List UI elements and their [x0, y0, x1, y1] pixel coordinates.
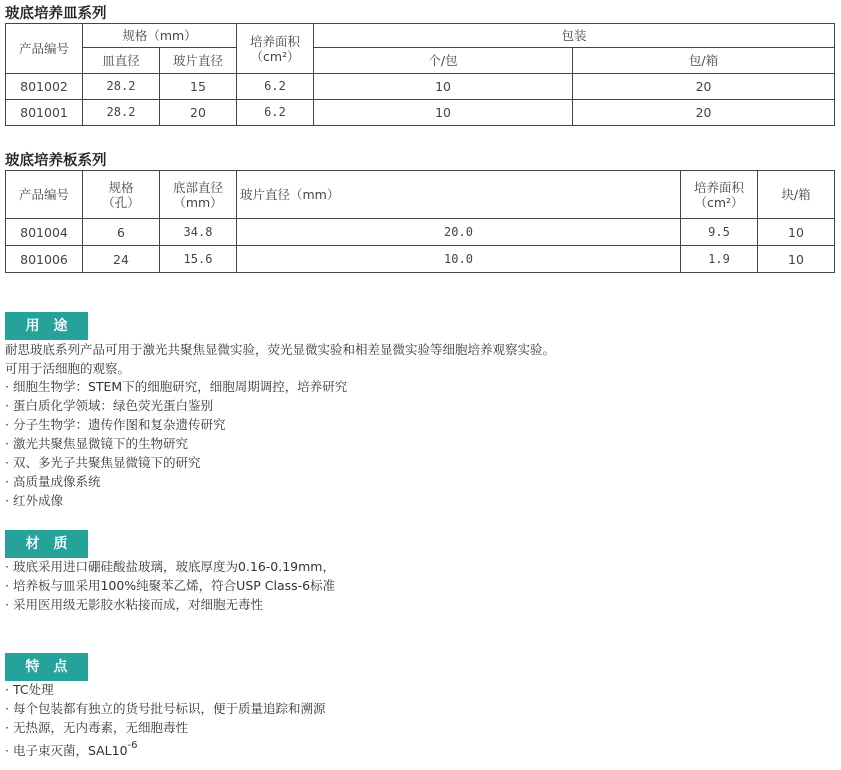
dish-header-area-label: 培养面积: [250, 33, 301, 49]
plate-header-area-label: 培养面积: [693, 179, 744, 195]
dish-header-dish-diameter: 皿直径: [83, 48, 160, 74]
material-line: · 培养板与皿采用100%纯聚苯乙烯，符合USP Class-6标准: [5, 578, 336, 593]
features-line-sterilization: [5, 742, 138, 760]
cell-glass-diameter: 10.0: [237, 246, 681, 273]
plate-header-glass: 玻片直径（mm）: [237, 171, 681, 219]
cell-per-pack: 10: [314, 74, 573, 100]
material-line: · 采用医用级无影胶水粘接而成，对细胞无毒性: [5, 597, 263, 612]
features-line: · TC处理: [5, 682, 54, 697]
table-row: [6, 219, 835, 246]
cell-per-box: 10: [758, 219, 835, 246]
cell-per-box: 20: [573, 100, 835, 126]
dish-spec-table: [5, 23, 835, 126]
plate-header-bottom-label: 底部直径: [172, 179, 223, 195]
usage-line: · 红外成像: [5, 493, 63, 508]
usage-line: · 蛋白质化学领域：绿色荧光蛋白鉴别: [5, 398, 213, 413]
plate-header-box: 块/箱: [758, 171, 835, 219]
cell-code: 801004: [6, 219, 83, 246]
dish-header-area-unit: （cm²）: [250, 48, 300, 64]
cell-glass-diameter: 20: [160, 100, 237, 126]
dish-header-per-pack: 个/包: [314, 48, 573, 74]
usage-line: · 细胞生物学：STEM下的细胞研究，细胞周期调控，培养研究: [5, 379, 348, 394]
plate-header-bottom-unit: （mm）: [173, 194, 223, 210]
cell-dish-diameter: 28.2: [83, 100, 160, 126]
usage-line: · 高质量成像系统: [5, 474, 101, 489]
table-row: [6, 74, 835, 100]
dish-header-code: 产品编号: [6, 24, 83, 74]
cell-spec: 24: [83, 246, 160, 273]
features-line: · 无热源，无内毒素，无细胞毒性: [5, 720, 188, 735]
cell-spec: 6: [83, 219, 160, 246]
cell-code: 801001: [6, 100, 83, 126]
sterilization-text: · 电子束灭菌，SAL10: [5, 743, 128, 758]
usage-line: · 双、多光子共聚焦显微镜下的研究: [5, 455, 201, 470]
plate-series-title: 玻底培养板系列: [5, 153, 107, 169]
usage-line: 耐思玻底系列产品可用于激光共聚焦显微实验，荧光显微实验和相差显微实验等细胞培养观察实验。: [5, 342, 556, 357]
table-row: [6, 100, 835, 126]
plate-header-spec-unit: （孔）: [102, 194, 140, 210]
plate-header-spec: [83, 171, 160, 219]
cell-area: 6.2: [237, 74, 314, 100]
dish-header-per-box: 包/箱: [573, 48, 835, 74]
plate-header-spec-label: 规格: [108, 179, 134, 195]
plate-header-area-unit: （cm²）: [694, 194, 744, 210]
cell-per-pack: 10: [314, 100, 573, 126]
cell-dish-diameter: 28.2: [83, 74, 160, 100]
dish-header-glass-diameter: 玻片直径: [160, 48, 237, 74]
plate-header-code: 产品编号: [6, 171, 83, 219]
cell-area: 9.5: [681, 219, 758, 246]
sterilization-exponent: -6: [127, 740, 138, 751]
cell-bottom-diameter: 15.6: [160, 246, 237, 273]
material-section-badge: 材 质: [5, 530, 88, 558]
cell-per-box: 20: [573, 74, 835, 100]
dish-header-area: [237, 24, 314, 74]
material-line: · 玻底采用进口硼硅酸盐玻璃，玻底厚度为0.16-0.19mm，: [5, 559, 335, 574]
cell-code: 801006: [6, 246, 83, 273]
plate-spec-table: [5, 170, 835, 273]
features-section-badge: 特 点: [5, 653, 88, 681]
dish-header-pack: 包装: [314, 24, 835, 48]
plate-header-area: [681, 171, 758, 219]
table-row: [6, 246, 835, 273]
dish-series-title: 玻底培养皿系列: [5, 6, 107, 22]
cell-code: 801002: [6, 74, 83, 100]
usage-line: · 激光共聚焦显微镜下的生物研究: [5, 436, 188, 451]
usage-section-badge: 用 途: [5, 312, 88, 340]
usage-line: · 分子生物学：遗传作图和复杂遗传研究: [5, 417, 226, 432]
plate-header-bottom: [160, 171, 237, 219]
features-line: · 每个包装都有独立的货号批号标识，便于质量追踪和溯源: [5, 701, 326, 716]
cell-area: 1.9: [681, 246, 758, 273]
cell-bottom-diameter: 34.8: [160, 219, 237, 246]
cell-per-box: 10: [758, 246, 835, 273]
dish-header-spec: 规格（mm）: [83, 24, 237, 48]
cell-glass-diameter: 15: [160, 74, 237, 100]
usage-line: 可用于活细胞的观察。: [5, 361, 131, 376]
cell-area: 6.2: [237, 100, 314, 126]
cell-glass-diameter: 20.0: [237, 219, 681, 246]
